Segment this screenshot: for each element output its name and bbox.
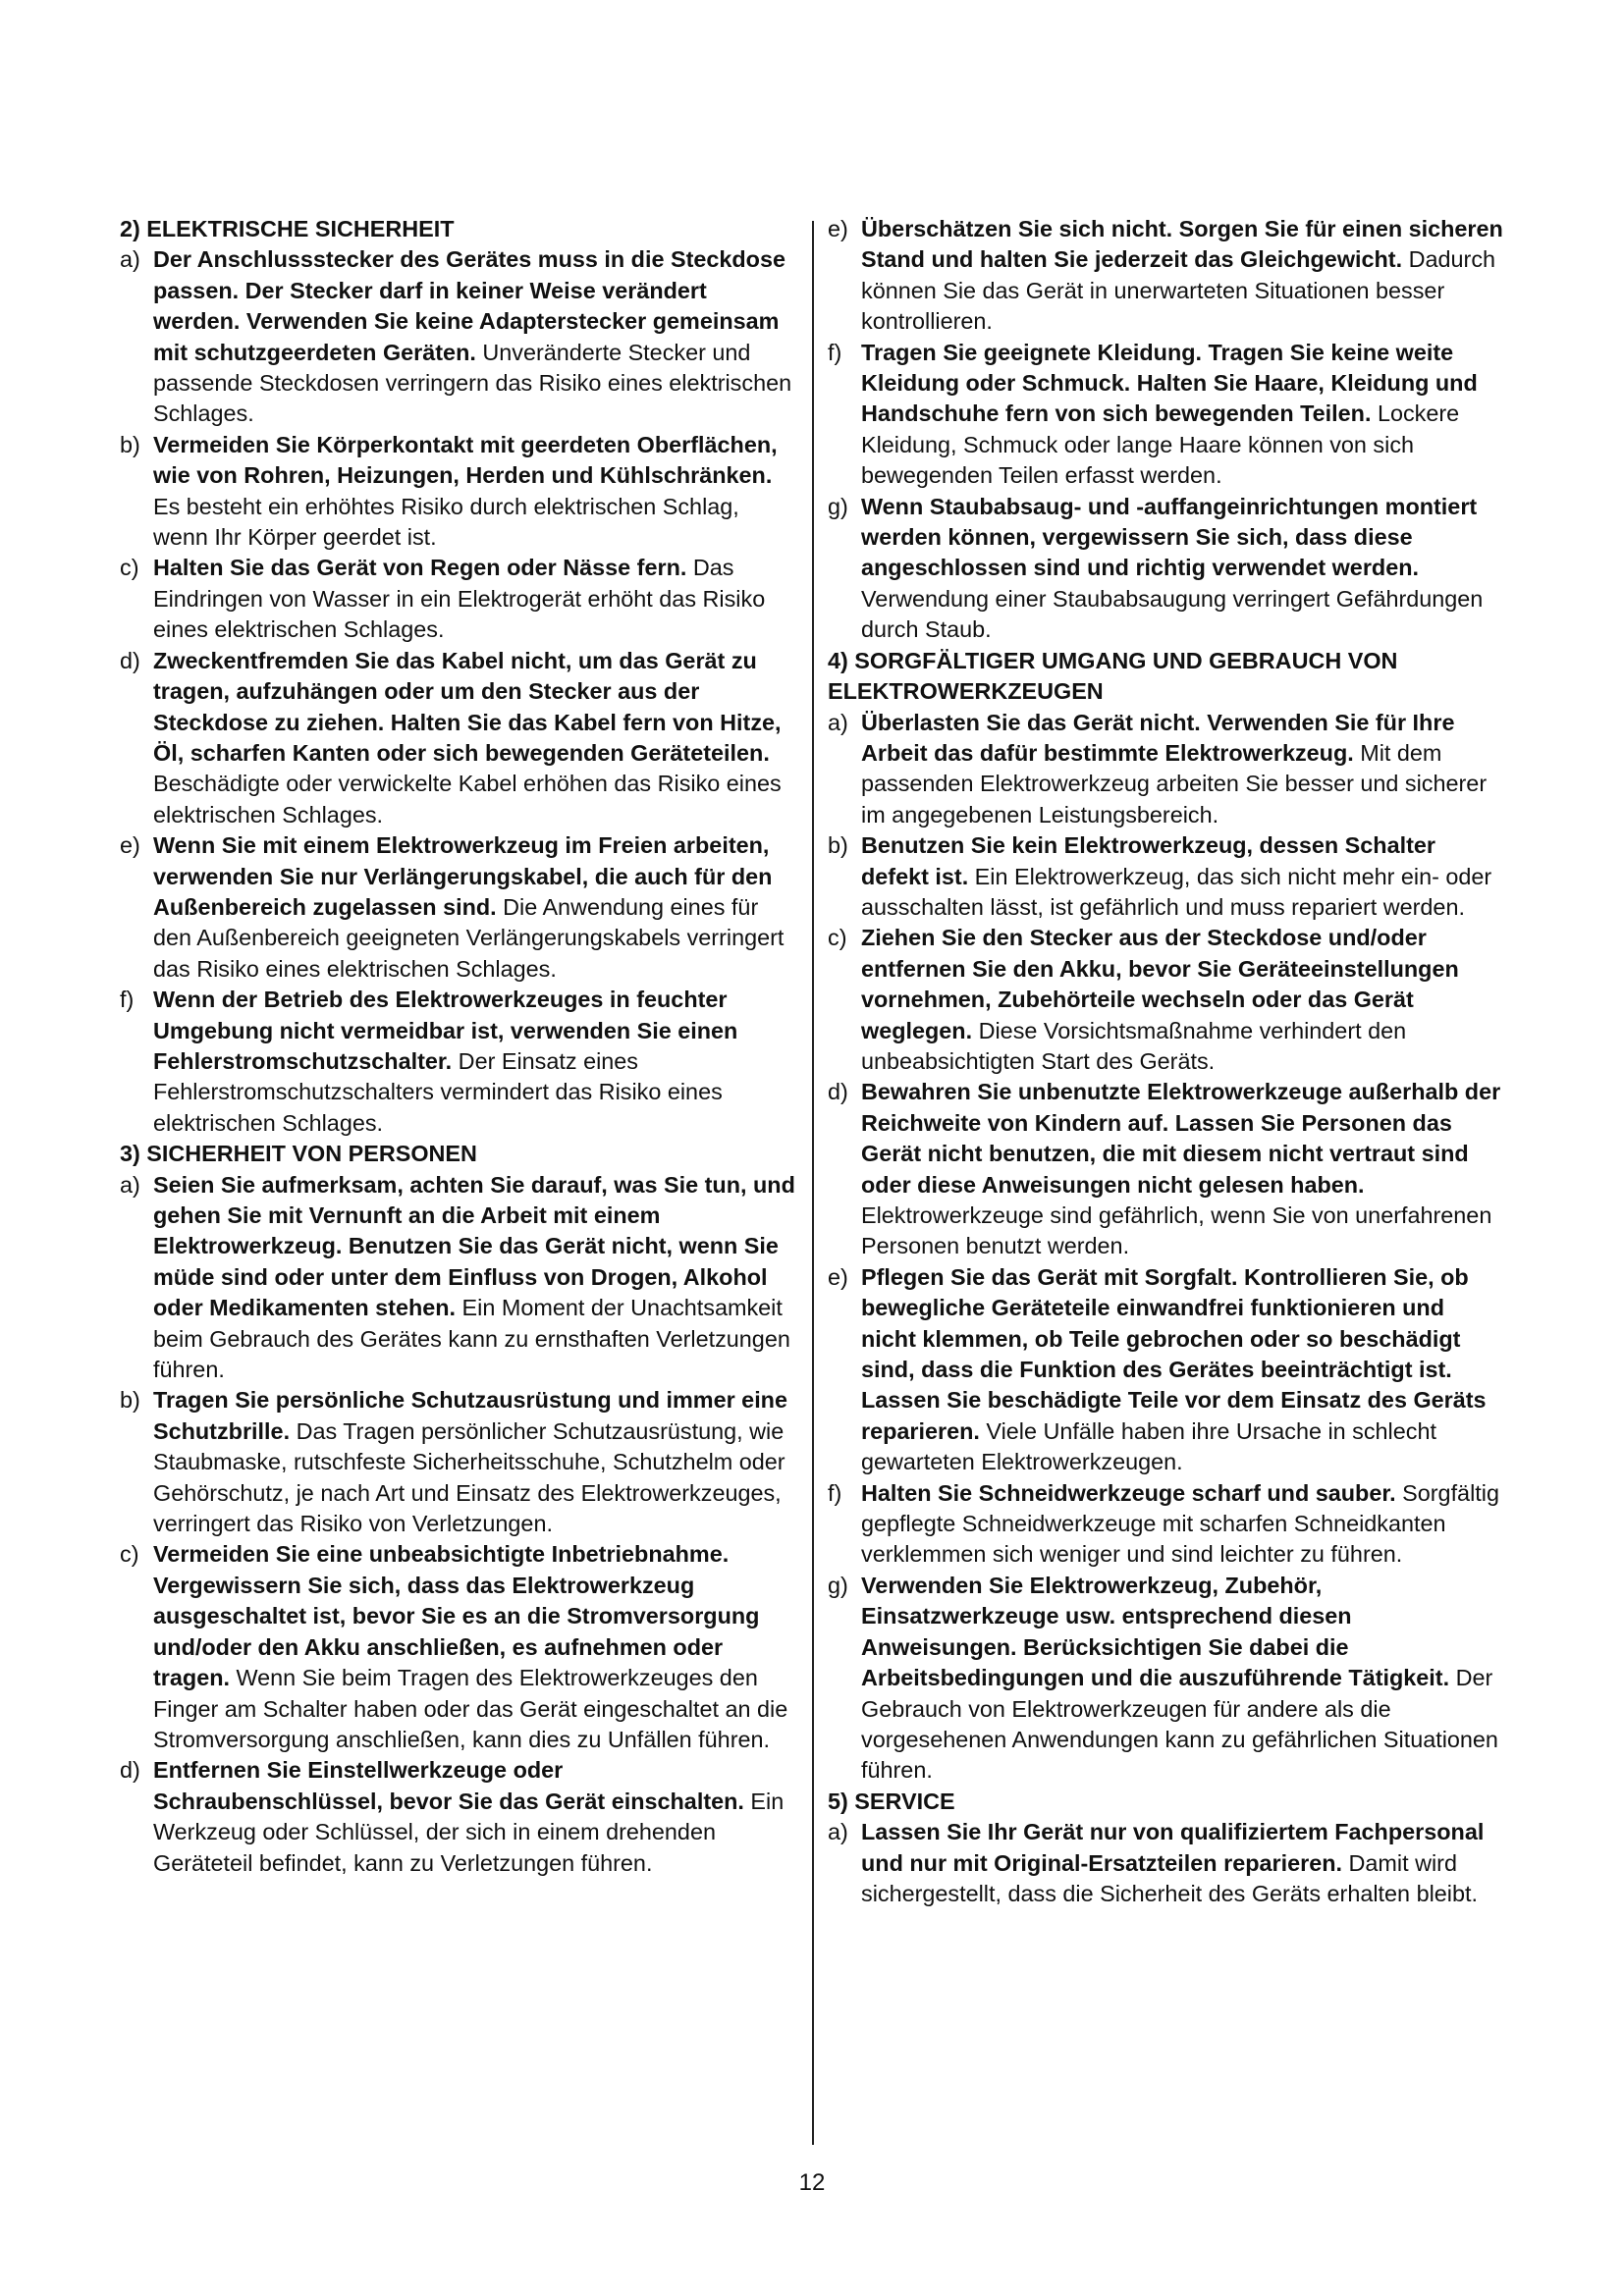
item-label: d) [120, 647, 140, 673]
safety-instruction [828, 1478, 1503, 1571]
safety-instruction [828, 830, 1503, 923]
item-label: g) [828, 1572, 848, 1598]
item-label: f) [828, 339, 842, 365]
safety-instruction [120, 985, 795, 1139]
safety-instruction [828, 1262, 1503, 1478]
item-label: a) [828, 709, 848, 735]
instruction-bold: Tragen Sie geeignete Kleidung. Tragen Sie keine weite Kleidung oder Schmuck. Halten Sie Haare, Kleidung und Handschuhe fern von sich bewegenden Teilen. [861, 339, 1478, 427]
instruction-text: Damit wird sichergestellt, dass die Sicherheit des Geräts erhalten bleibt. [861, 1849, 1478, 1906]
column-divider [812, 221, 814, 2145]
safety-instruction [120, 553, 795, 645]
instruction-text: Verwendung einer Staubabsaugung verringert Gefährdungen durch Staub. [861, 585, 1484, 643]
item-label: f) [120, 987, 135, 1013]
instruction-text: Mit dem passenden Elektrowerkzeug arbeiten Sie besser und sicherer im angegebenen Leistungsbereich. [861, 739, 1488, 828]
safety-instruction [120, 244, 795, 429]
item-label: e) [828, 216, 848, 241]
instruction-text: Elektrowerkzeuge sind gefährlich, wenn Sie von unerfahrenen Personen benutzt werden. [861, 1202, 1492, 1259]
instruction-text: Sorgfältig gepflegte Schneidwerkzeuge mit scharfen Schneidkanten verklemmen sich weniger und sind leichter zu führen. [861, 1479, 1499, 1568]
instruction-bold: Halten Sie Schneidwerkzeuge scharf und sauber. [861, 1479, 1396, 1506]
item-label: a) [828, 1819, 848, 1845]
instruction-text: Es besteht ein erhöhtes Risiko durch elektrischen Schlag, wenn Ihr Körper geerdet ist. [153, 493, 739, 551]
instruction-bold: Überlasten Sie das Gerät nicht. Verwenden Sie für Ihre Arbeit das dafür bestimmte Elektrowerkzeug. [861, 709, 1455, 766]
instruction-text: Ein Moment der Unachtsamkeit beim Gebrauch des Gerätes kann zu ernsthaften Verletzungen führen. [153, 1295, 790, 1383]
item-label: a) [120, 246, 140, 273]
instruction-bold: Lassen Sie Ihr Gerät nur von qualifiziertem Fachpersonal und nur mit Original-Ersatzteilen reparieren. [861, 1819, 1485, 1876]
safety-instruction [120, 1539, 795, 1755]
instruction-text: Viele Unfälle haben ihre Ursache in schlecht gewarteten Elektrowerkzeugen. [861, 1417, 1436, 1475]
instruction-bold: Vermeiden Sie Körperkontakt mit geerdeten Oberflächen, wie von Rohren, Heizungen, Herden und Kühlschränken. [153, 431, 778, 489]
instruction-bold: Entfernen Sie Einstellwerkzeuge oder Schraubenschlüssel, bevor Sie das Gerät einschalten. [153, 1757, 744, 1814]
instruction-bold: Tragen Sie persönliche Schutzausrüstung und immer eine Schutzbrille. [153, 1387, 787, 1444]
instruction-text: Der Gebrauch von Elektrowerkzeugen für andere als die vorgesehenen Anwendungen kann zu gefährlichen Situationen führen. [861, 1665, 1498, 1784]
item-label: e) [828, 1263, 848, 1290]
item-label: c) [828, 925, 847, 951]
instruction-bold: Verwenden Sie Elektrowerkzeug, Zubehör, Einsatzwerkzeuge usw. entsprechend diesen Anweisungen. Berücksichtigen Sie dabei die Arbeitsbedingungen und die auszuführende Tätigkeit. [861, 1572, 1450, 1691]
safety-instruction [120, 430, 795, 554]
section-heading: 5) SERVICE [828, 1788, 955, 1814]
item-label: e) [120, 832, 140, 859]
instruction-text: Lockere Kleidung, Schmuck oder lange Haare können von sich bewegenden Teilen erfasst werden. [861, 400, 1460, 489]
item-label: c) [120, 555, 139, 581]
instruction-bold: Ziehen Sie den Stecker aus der Steckdose und/oder entfernen Sie den Akku, bevor Sie Geräteeinstellungen vornehmen, Zubehörteile wechseln oder das Gerät weglegen. [861, 925, 1459, 1043]
item-label: f) [828, 1479, 842, 1506]
instruction-bold: Zweckentfremden Sie das Kabel nicht, um das Gerät zu tragen, aufzuhängen oder um den Stecker aus der Steckdose zu ziehen. Halten Sie das Kabel fern von Hitze, Öl, scharfen Kanten oder sich bewegenden Geräteteilen. [153, 647, 782, 766]
safety-instruction [828, 214, 1503, 338]
safety-instruction [828, 708, 1503, 831]
item-label: c) [120, 1541, 139, 1568]
instruction-bold: Wenn Sie mit einem Elektrowerkzeug im Freien arbeiten, verwenden Sie nur Verlängerungskabel, die auch für den Außenbereich zugelassen sind. [153, 832, 773, 920]
instruction-text: Das Tragen persönlicher Schutzausrüstung, wie Staubmaske, rutschfeste Sicherheitsschuhe, Schutzhelm oder Gehörschutz, je nach Art und Einsatz des Elektrowerkzeuges, verringert das Risiko von Verletzungen. [153, 1417, 785, 1537]
instruction-text: Beschädigte oder verwickelte Kabel erhöhen das Risiko eines elektrischen Schlages. [153, 771, 782, 828]
safety-instruction [828, 492, 1503, 646]
item-label: a) [120, 1171, 140, 1198]
section-heading: 4) SORGFÄLTIGER UMGANG UND GEBRAUCH VON ELEKTROWERKZEUGEN [828, 647, 1398, 705]
instruction-text: Wenn Sie beim Tragen des Elektrowerkzeuges den Finger am Schalter haben oder das Gerät eingeschaltet an die Stromversorgung anschließen, kann dies zu Unfällen führen. [153, 1665, 788, 1752]
safety-instruction [120, 830, 795, 985]
instruction-bold: Vermeiden Sie eine unbeabsichtigte Inbetriebnahme. Vergewissern Sie sich, dass das Elektrowerkzeug ausgeschaltet ist, bevor Sie es an die Stromversorgung und/oder den Akku anschließen, es aufnehmen oder tragen. [153, 1541, 760, 1691]
item-label: b) [120, 431, 140, 457]
instruction-bold: Wenn der Betrieb des Elektrowerkzeuges in feuchter Umgebung nicht vermeidbar ist, verwenden Sie einen Fehlerstromschutzschalter. [153, 987, 738, 1074]
instruction-bold: Pflegen Sie das Gerät mit Sorgfalt. Kontrollieren Sie, ob bewegliche Geräteteile einwandfrei funktionieren und nicht klemmen, ob Teile gebrochen oder so beschädigt sind, dass die Funktion des Gerätes beeinträchtigt ist. Lassen Sie beschädigte Teile vor dem Einsatz des Geräts reparieren. [861, 1263, 1487, 1444]
instruction-bold: Bewahren Sie unbenutzte Elektrowerkzeuge außerhalb der Reichweite von Kindern auf. Lassen Sie Personen das Gerät nicht benutzen, die mit diesem nicht vertraut sind oder diese Anweisungen nicht gelesen haben. [861, 1079, 1501, 1198]
safety-instruction [828, 1077, 1503, 1261]
instruction-bold: Seien Sie aufmerksam, achten Sie darauf, was Sie tun, und gehen Sie mit Vernunft an die Arbeit mit einem Elektrowerkzeug. Benutzen Sie das Gerät nicht, wenn Sie müde sind oder unter dem Einfluss von Drogen, Alkohol oder Medikamenten stehen. [153, 1171, 795, 1321]
item-label: d) [120, 1757, 140, 1784]
instruction-bold: Halten Sie das Gerät von Regen oder Nässe fern. [153, 555, 687, 581]
safety-instruction [120, 1170, 795, 1386]
right-column [828, 214, 1503, 1909]
safety-instruction [120, 1385, 795, 1539]
instruction-bold: Der Anschlussstecker des Gerätes muss in die Steckdose passen. Der Stecker darf in keiner Weise verändert werden. Verwenden Sie keine Adapterstecker gemeinsam mit schutzgeerdeten Geräten. [153, 246, 785, 365]
page-number: 12 [798, 2169, 826, 2196]
instruction-text: Ein Werkzeug oder Schlüssel, der sich in einem drehenden Geräteteil befindet, kann zu Verletzungen führen. [153, 1788, 785, 1876]
item-label: b) [828, 832, 848, 859]
instruction-text: Die Anwendung eines für den Außenbereich geeigneten Verlängerungskabels verringert das Risiko eines elektrischen Schlages. [153, 893, 785, 982]
section-heading: 2) ELEKTRISCHE SICHERHEIT [120, 216, 455, 241]
instruction-text: Dadurch können Sie das Gerät in unerwarteten Situationen besser kontrollieren. [861, 246, 1496, 335]
instruction-bold: Benutzen Sie kein Elektrowerkzeug, dessen Schalter defekt ist. [861, 832, 1435, 889]
instruction-text: Ein Elektrowerkzeug, das sich nicht mehr ein- oder ausschalten lässt, ist gefährlich und muss repariert werden. [861, 863, 1492, 920]
safety-instruction [828, 1817, 1503, 1909]
safety-instruction [120, 1755, 795, 1879]
item-label: d) [828, 1079, 848, 1105]
safety-instruction [828, 338, 1503, 492]
instruction-text: Unveränderte Stecker und passende Steckdosen verringern das Risiko eines elektrischen Schlages. [153, 339, 792, 427]
instruction-text: Der Einsatz eines Fehlerstromschutzschalters vermindert das Risiko eines elektrischen Schlages. [153, 1047, 723, 1136]
instruction-bold: Überschätzen Sie sich nicht. Sorgen Sie für einen sicheren Stand und halten Sie jederzeit das Gleichgewicht. [861, 216, 1503, 273]
safety-instruction [120, 646, 795, 830]
left-column [120, 214, 795, 1879]
instruction-text: Das Eindringen von Wasser in ein Elektrogerät erhöht das Risiko eines elektrischen Schlages. [153, 555, 766, 643]
item-label: b) [120, 1387, 140, 1414]
instruction-bold: Wenn Staubabsaug- und -auffangeinrichtungen montiert werden können, vergewissern Sie sich, dass diese angeschlossen sind und richtig verwendet werden. [861, 493, 1478, 581]
section-heading: 3) SICHERHEIT VON PERSONEN [120, 1141, 477, 1167]
instruction-text: Diese Vorsichtsmaßnahme verhindert den unbeabsichtigten Start des Geräts. [861, 1017, 1407, 1074]
safety-instruction [828, 923, 1503, 1077]
item-label: g) [828, 493, 848, 519]
safety-instruction [828, 1571, 1503, 1787]
